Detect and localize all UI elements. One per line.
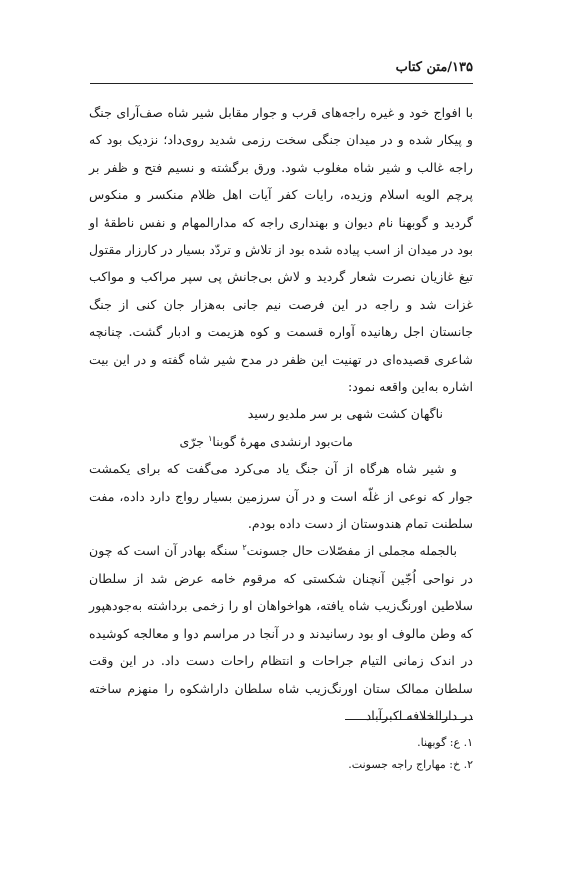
footnote-2: ۲. خ: مهاراج راجه جسونت.	[348, 758, 473, 771]
paragraph-3	[89, 537, 473, 729]
verse-couplet	[89, 400, 473, 455]
main-text	[89, 99, 473, 729]
verse-footnote-ref: ۱	[208, 433, 213, 443]
header-rule	[90, 83, 473, 84]
footnotes	[89, 732, 473, 776]
paragraph-1-text: با افواج خود و غیره راجه‌های قرب و جوار مقابل شیر شاه صف‌آرای جنگ و پیکار شده و در میدان جنگی سخت رزمی شدید روی‌داد؛ نزدیک بود که راجه غالب و شیر شاه مغلوب شود. ورق برگشته و نسیم فتح و ظفر بر پرچم الویه اسلام وزیده، رایات کفر آیات اهل ظلام منکسر و منکوس گردید و گوبهنا نام	[89, 105, 473, 230]
paragraph-1-continued: دیوان و بهنداری راجه که مدارالمهام و نفس ناطقهٔ او بود در میدان از اسب پیاده شده بود از تلاش و تردّد بسیار در کارزار مقتول تیغ غازیان نصرت شعار گردید و لاش بی‌جانش پی سپر مراکب و مواکب غزات شد و راجه در این فرصت نیم جانی به‌هزار جان کنی از جنگ جانستان اجل رهانیده آواره قسمت و کوه هزیمت و ادبار گشت. چنانچه شاعری قصیده‌ای در تهنیت این ظفر در مدح شیر شاه گفته و در این بیت اشاره به‌این واقعه نمود:	[88, 214, 473, 395]
paragraph-2: و شیر شاه هرگاه از آن جنگ یاد می‌کرد می‌گفت که برای یکمشت جوار که نوعی از غلّه است و در آن سرزمین بسیار رواج دارد داده، مفت سلطنت تمام هندوستان از دست داده بودم.	[89, 461, 473, 532]
footnote-rule	[345, 719, 473, 720]
verse-line-2-part-b: جرّی	[179, 433, 209, 449]
footnote-1: ۱. ع: گوبهنا.	[417, 736, 473, 749]
paragraph-3-part-b: سنگه بهادر آن است که چون در نواحی اُجّین آنچنان شکستی که مرقوم خامه عرض شد از سلطان سلاطین اورنگ‌زیب شاه یافته، هواخواهان او را زخمی برداشته به‌جودهپور که وطن مالوف او بود رسانیدند و در آنجا در مراسم دوا و معالجه کوشیده در اندک زمانی التیام جراحات و انتظام راحات دست داد. در این وقت سلطان ممالک ستان اورنگ‌زیب شاه سلطان داراشکوه را منهزم ساخته در دارالخلافه اکبرآباد	[89, 543, 473, 723]
verse-line-1: ناگهان کشت شهی بر سر ملدیو رسید	[247, 406, 443, 422]
footnote-ref-2: ۲	[242, 543, 247, 553]
paragraph-3-part-a: بالجمله مجملی از مفصّلات حال جسونت	[246, 543, 457, 559]
verse-line-2-part-a: مات‌بود ارنشدی مهرهٔ گوبنا	[212, 433, 353, 449]
verse-line-2	[179, 428, 353, 455]
running-head: ۱۳۵/متن کتاب	[395, 60, 473, 75]
paragraph-1	[89, 99, 473, 400]
